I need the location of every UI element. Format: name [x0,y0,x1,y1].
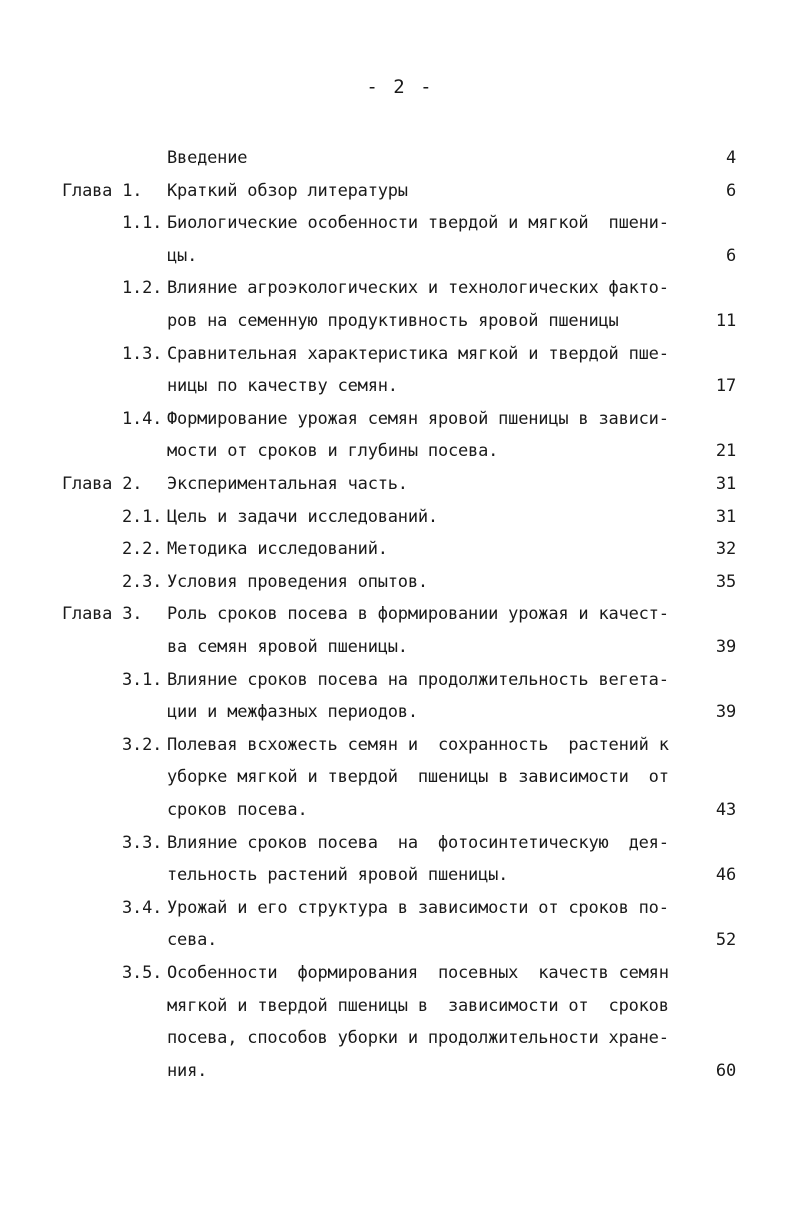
toc-entry-text: ницы по качеству семян. [167,376,398,397]
toc-chapter-label: Глава 3. [62,604,143,625]
toc-page-number: 46 [715,865,736,886]
toc-page-number: 31 [715,506,736,527]
toc-entry-text: тельность растений яровой пшеницы. [167,865,509,886]
page-number: - 2 - [366,76,434,98]
toc-section-number: 3.2. [122,734,163,755]
toc-section-number: 1.1. [122,213,163,234]
toc-page-number: 52 [715,930,736,951]
toc-entry-text: ров на семенную продуктивность яровой пшеницы [167,311,619,331]
toc-page-number: 31 [715,474,736,494]
toc-entry-text: Урожай и его структура в зависимости от сроков по- [167,897,669,918]
toc-entry-text: мягкой и твердой пшеницы в зависимости от сроков [167,995,669,1016]
toc-section-number: 1.4. [122,408,163,429]
toc-entry-text: цы. [167,245,198,266]
toc-entry-text: ния. [167,1060,208,1081]
toc-section-number: 3.1. [122,669,163,690]
toc-entry-text: Сравнительная характеристика мягкой и твердой пше- [167,343,669,364]
toc-page-number: 35 [715,571,736,592]
toc-page-number: 39 [715,702,736,723]
toc-chapter-label: Глава 1. [62,180,143,201]
toc-entry-text: посева, способов уборки и продолжительности хране- [167,1028,669,1049]
toc-section-number: 2.3. [122,571,163,592]
toc-page-number: 43 [715,800,736,820]
toc-page-number: 39 [715,637,736,657]
toc-page-number: 11 [715,311,736,331]
toc-entry-text: Условия проведения опытов. [167,571,428,592]
toc-page-number: 60 [715,1060,736,1081]
toc-entry-text: Влияние сроков посева на фотосинтетическую дея- [167,832,669,853]
toc-page-number: 6 [725,245,736,266]
toc-section-number: 3.5. [122,963,163,983]
toc-page-number: 32 [715,539,736,560]
toc-entry-text: Цель и задачи исследований. [167,506,438,527]
toc-page-number: 6 [725,180,736,201]
toc-entry-text: Введение [167,148,248,168]
toc-section-number: 1.2. [122,278,163,299]
toc-section-number: 2.1. [122,506,163,527]
toc-entry-text: уборке мягкой и твердой пшеницы в зависимости от [167,767,669,788]
toc-entry-text: Биологические особенности твердой и мягкой пшени- [167,213,669,234]
toc-entry-text: Роль сроков посева в формировании урожая и качест- [167,604,669,625]
toc-entry-text: сроков посева. [167,800,308,820]
toc-page-number: 21 [715,441,736,462]
toc-entry-text: Влияние агроэкологических и технологических факто- [167,278,669,299]
toc-section-number: 2.2. [122,539,163,560]
toc-page-number: 17 [715,376,736,397]
toc-chapter-label: Глава 2. [62,474,143,494]
toc-entry-text: сева. [167,930,218,951]
toc-entry-text: Полевая всхожесть семян и сохранность растений к [167,734,669,755]
toc-entry-text: ции и межфазных периодов. [167,702,418,723]
toc-entry-text: Краткий обзор литературы [167,180,408,201]
toc-section-number: 3.3. [122,832,163,853]
toc-section-number: 3.4. [122,897,163,918]
toc-entry-text: ва семян яровой пшеницы. [167,637,408,657]
toc-entry-text: Особенности формирования посевных качеств семян [167,963,669,983]
toc-entry-text: Методика исследований. [167,539,388,560]
toc-page-number: 4 [725,148,736,168]
toc-section-number: 1.3. [122,343,163,364]
toc-entry-text: Влияние сроков посева на продолжительность вегета- [167,669,669,690]
toc-entry-text: мости от сроков и глубины посева. [167,441,499,462]
toc-entry-text: Формирование урожая семян яровой пшеницы в зависи- [167,408,669,429]
toc-entry-text: Экспериментальная часть. [167,474,408,494]
